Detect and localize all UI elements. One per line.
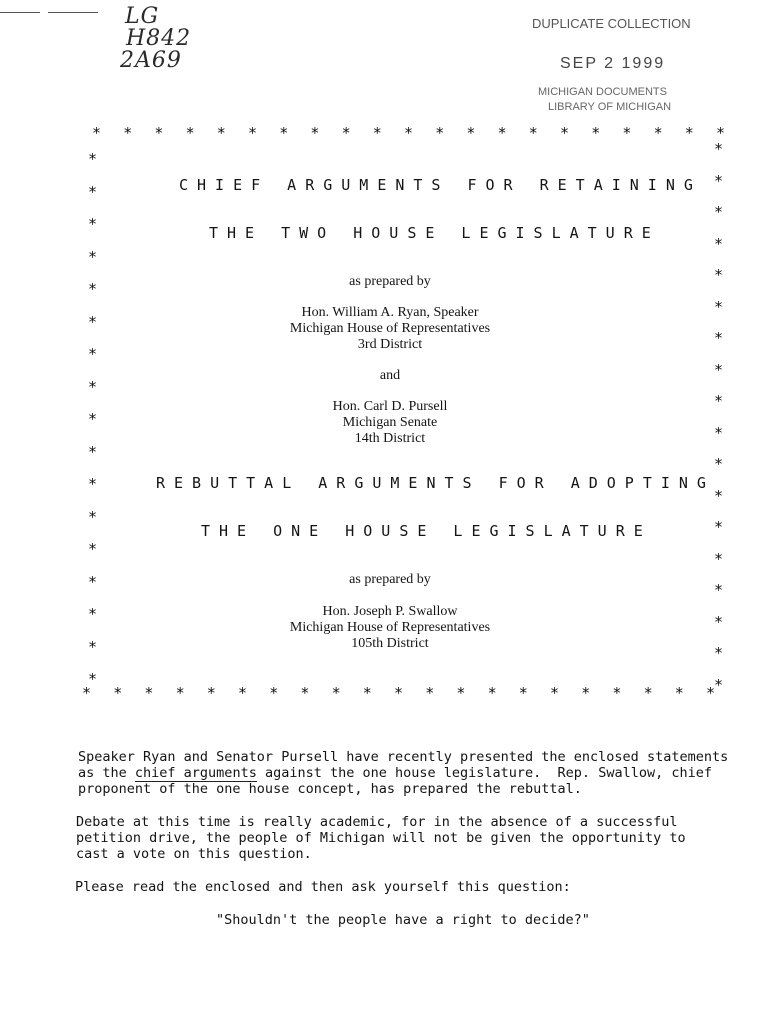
- border-star-top: *: [248, 124, 258, 142]
- duplicate-collection-stamp: DUPLICATE COLLECTION: [532, 16, 691, 31]
- border-star-bottom: *: [144, 684, 154, 702]
- section1-prepared-by: as prepared by: [349, 274, 431, 289]
- border-star-right: *: [714, 234, 724, 253]
- library-stamp-line1: MICHIGAN DOCUMENTS: [538, 86, 667, 98]
- section2-prepared-by: as prepared by: [349, 572, 431, 587]
- border-star-left: *: [88, 182, 98, 201]
- border-star-top: *: [154, 124, 164, 142]
- author1-body: Michigan House of Representatives: [289, 321, 491, 336]
- border-star-bottom: *: [113, 684, 123, 702]
- border-star-right: *: [714, 675, 724, 694]
- border-star-bottom: *: [550, 684, 560, 702]
- author2-district: 14th District: [354, 431, 426, 446]
- border-star-bottom: *: [581, 684, 591, 702]
- border-star-left: *: [88, 572, 98, 591]
- border-star-bottom: *: [456, 684, 466, 702]
- border-star-right: *: [714, 581, 724, 599]
- border-star-bottom: *: [674, 684, 684, 702]
- border-star-top: *: [497, 124, 507, 142]
- author2-body: Michigan Senate: [342, 415, 438, 430]
- section2-heading-line2: THE ONE HOUSE LEGISLATURE: [201, 522, 652, 540]
- border-star-left: *: [88, 215, 98, 233]
- border-star-right: *: [714, 329, 724, 347]
- border-star-bottom: *: [175, 684, 185, 702]
- border-star-right: *: [714, 360, 724, 379]
- border-star-bottom: *: [362, 684, 372, 702]
- border-star-bottom: *: [643, 684, 653, 702]
- border-star-right: *: [714, 140, 724, 158]
- section1-heading-line2: THE TWO HOUSE LEGISLATURE: [209, 224, 660, 242]
- border-star-top: *: [653, 124, 663, 142]
- border-star-left: *: [88, 150, 98, 168]
- paragraph1-line2-end: against the one house legislature. Rep. Swallow, chief: [256, 765, 712, 781]
- border-star-bottom: *: [518, 684, 528, 702]
- border-star-right: *: [714, 549, 724, 568]
- and-conjunction: and: [379, 368, 401, 383]
- border-star-right: *: [714, 486, 724, 505]
- author1-district: 3rd District: [357, 337, 423, 352]
- border-star-right: *: [714, 423, 724, 442]
- paragraph1-line2-start: as the: [78, 765, 135, 781]
- border-star-top: *: [466, 124, 476, 142]
- border-star-bottom: *: [612, 684, 622, 702]
- border-star-right: *: [714, 518, 724, 536]
- border-star-right: *: [714, 297, 724, 316]
- border-star-left: *: [88, 637, 98, 656]
- border-star-left: *: [88, 670, 98, 688]
- border-star-bottom: *: [300, 684, 310, 702]
- border-star-left: *: [88, 280, 98, 298]
- border-star-bottom: *: [269, 684, 279, 702]
- paragraph2-line2: petition drive, the people of Michigan will not be given the opportunity to: [76, 830, 686, 846]
- border-star-left: *: [88, 475, 98, 493]
- border-star-bottom: *: [706, 684, 716, 702]
- border-star-bottom: *: [487, 684, 497, 702]
- handwritten-note-line1: LG: [125, 4, 160, 29]
- border-star-top: *: [310, 124, 320, 142]
- border-star-right: *: [714, 455, 724, 473]
- border-star-right: *: [714, 171, 724, 190]
- border-star-bottom: *: [206, 684, 216, 702]
- border-star-top: *: [716, 124, 726, 142]
- border-star-left: *: [88, 312, 98, 331]
- paragraph1-line3: proponent of the one house concept, has prepared the rebuttal.: [78, 781, 582, 797]
- section1-heading-line1: CHIEF ARGUMENTS FOR RETAINING: [179, 176, 702, 194]
- date-received-stamp: SEP 2 1999: [560, 55, 666, 72]
- border-star-top: *: [372, 124, 382, 142]
- handwritten-note-line3: 2A69: [120, 48, 182, 73]
- handwritten-note-line2: H842: [126, 26, 192, 51]
- border-star-left: *: [88, 377, 98, 396]
- closing-question: "Shouldn't the people have a right to decide?": [216, 912, 590, 928]
- border-star-top: *: [92, 124, 102, 142]
- paragraph2-line1: Debate at this time is really academic, for in the absence of a successful: [76, 814, 678, 830]
- border-star-bottom: *: [331, 684, 341, 702]
- border-star-right: *: [714, 392, 724, 410]
- border-star-top: *: [123, 124, 133, 142]
- author3-body: Michigan House of Representatives: [289, 620, 491, 635]
- pen-mark: [48, 12, 98, 13]
- border-star-right: *: [714, 203, 724, 221]
- paragraph1-line2: [78, 766, 712, 781]
- author3-district: 105th District: [351, 636, 429, 651]
- border-star-left: *: [88, 247, 98, 266]
- pen-mark: [0, 12, 40, 13]
- border-star-top: *: [684, 124, 694, 142]
- border-star-top: *: [435, 124, 445, 142]
- border-star-left: *: [88, 442, 98, 461]
- border-star-left: *: [88, 605, 98, 623]
- border-star-right: *: [714, 612, 724, 631]
- border-star-top: *: [185, 124, 195, 142]
- border-star-bottom: *: [394, 684, 404, 702]
- border-star-left: *: [88, 540, 98, 558]
- author3-name: Hon. Joseph P. Swallow: [322, 604, 458, 619]
- author2-name: Hon. Carl D. Pursell: [332, 399, 448, 414]
- border-star-left: *: [88, 507, 98, 526]
- library-stamp-line2: LIBRARY OF MICHIGAN: [548, 101, 672, 113]
- border-star-top: *: [560, 124, 570, 142]
- section2-heading-line1: REBUTTAL ARGUMENTS FOR ADOPTING: [156, 474, 715, 492]
- border-star-left: *: [88, 410, 98, 428]
- border-star-bottom: *: [82, 684, 92, 702]
- paragraph3: Please read the enclosed and then ask yourself this question:: [75, 879, 571, 895]
- border-star-top: *: [591, 124, 601, 142]
- border-star-bottom: *: [425, 684, 435, 702]
- border-star-bottom: *: [238, 684, 248, 702]
- border-star-left: *: [88, 345, 98, 363]
- paragraph2-line3: cast a vote on this question.: [76, 846, 312, 862]
- paragraph1-line1: Speaker Ryan and Senator Pursell have recently presented the enclosed statements: [78, 749, 729, 765]
- border-star-top: *: [622, 124, 632, 142]
- border-star-top: *: [528, 124, 538, 142]
- border-star-right: *: [714, 266, 724, 284]
- border-star-right: *: [714, 644, 724, 662]
- border-star-top: *: [216, 124, 226, 142]
- underlined-chief-arguments: chief arguments: [134, 765, 257, 781]
- border-star-top: *: [279, 124, 289, 142]
- border-star-top: *: [404, 124, 414, 142]
- author1-name: Hon. William A. Ryan, Speaker: [301, 305, 479, 320]
- border-star-top: *: [341, 124, 351, 142]
